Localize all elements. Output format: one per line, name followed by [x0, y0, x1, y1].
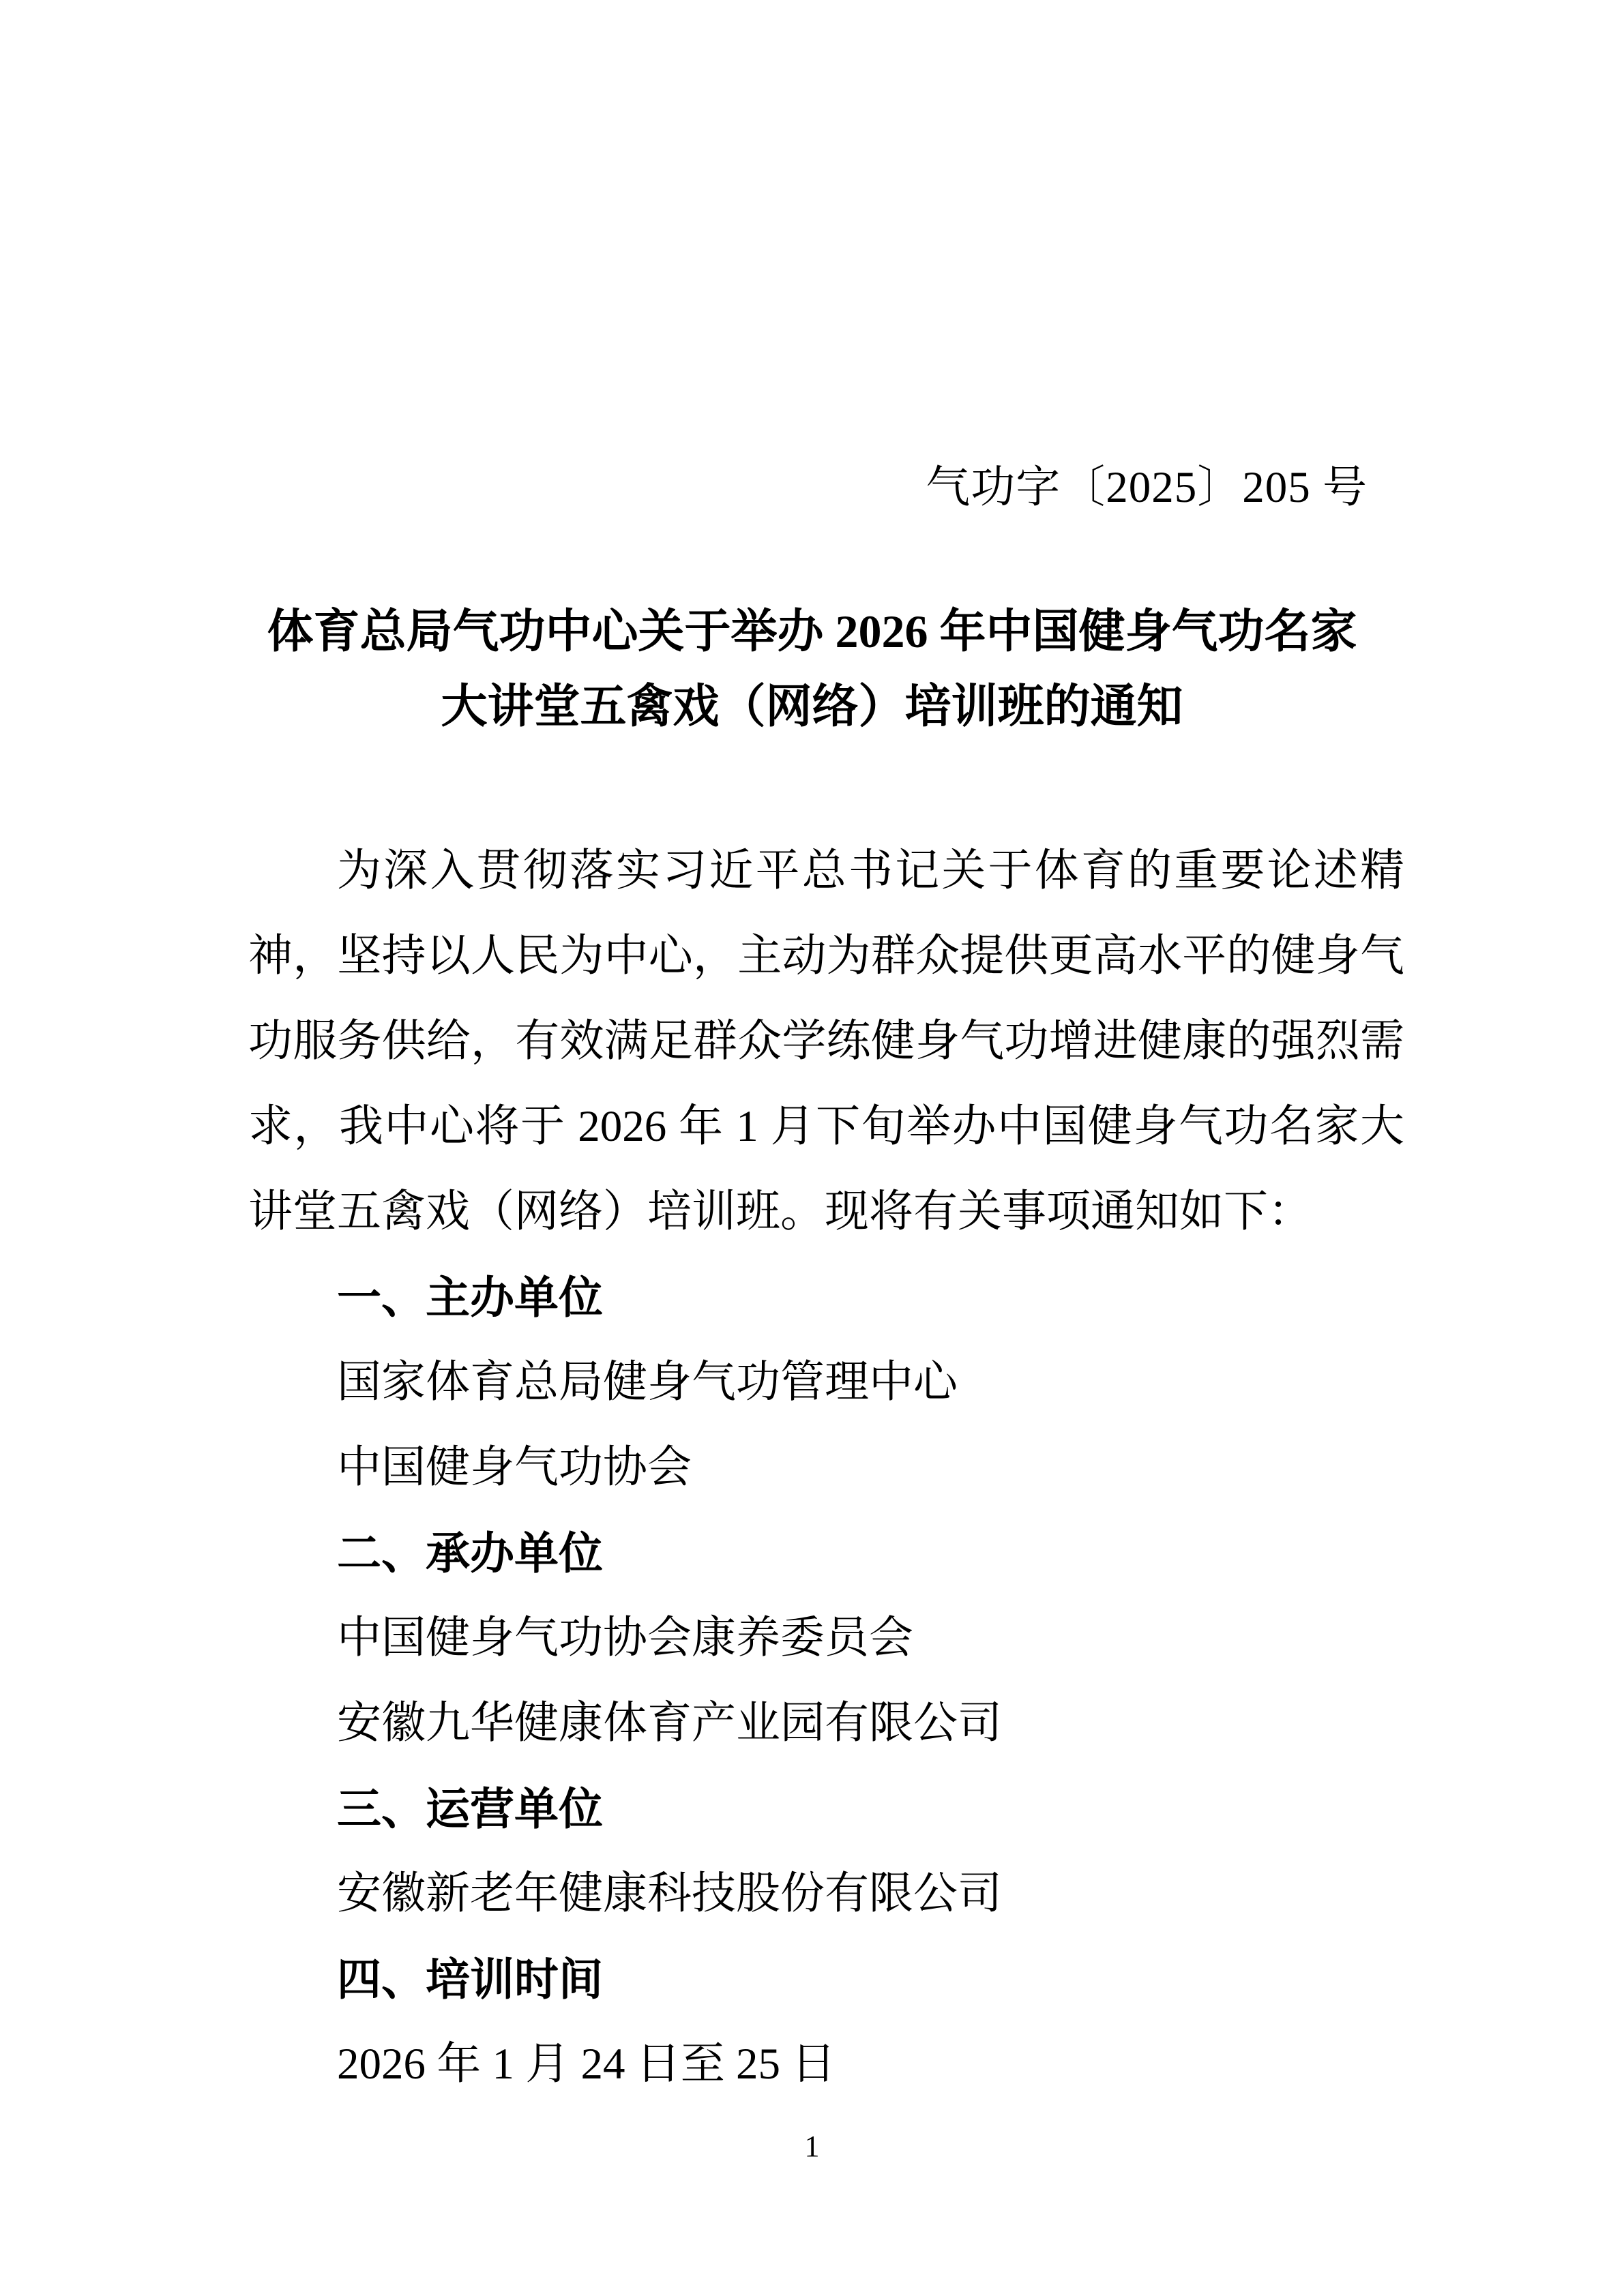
host-unit-item-2: 中国健身气功协会 [337, 1443, 692, 1492]
section-heading-organizing-units: 二、承办单位 [337, 1528, 604, 1578]
document-body [0, 829, 1624, 2107]
training-time-item-1: 2026 年 1 月 24 日至 25 日 [337, 2040, 836, 2089]
operating-unit-item-1: 安徽新老年健康科技股份有限公司 [337, 1869, 1003, 1918]
section-heading-training-time: 四、培训时间 [337, 1954, 604, 2004]
page-number: 1 [804, 2130, 820, 2163]
section-heading-operating-unit: 三、运营单位 [337, 1784, 604, 1834]
section-heading-host-units: 一、主办单位 [337, 1272, 604, 1322]
host-unit-item-1: 国家体育总局健身气功管理中心 [337, 1358, 958, 1407]
document-title-line-2: 大讲堂五禽戏（网络）培训班的通知 [441, 681, 1183, 732]
organizing-unit-item-1: 中国健身气功协会康养委员会 [337, 1613, 914, 1663]
doc-reference-number: 气功字〔2025〕205 号 [926, 463, 1368, 512]
document-title-line-1: 体育总局气功中心关于举办 2026 年中国健身气功名家 [267, 606, 1357, 657]
document-title [0, 594, 1624, 744]
intro-paragraph: 为深入贯彻落实习近平总书记关于体育的重要论述精神，坚持以人民为中心，主动为群众提供更高水平的健身气功服务供给，有效满足群众学练健身气功增进健康的强烈需求，我中心将于 2026 年 1 月下旬举办中国健身气功名家大讲堂五禽戏（网络）培训班。现将有关事项通知如下： [248, 846, 1404, 1236]
organizing-unit-item-2: 安徽九华健康体育产业园有限公司 [337, 1699, 1003, 1748]
